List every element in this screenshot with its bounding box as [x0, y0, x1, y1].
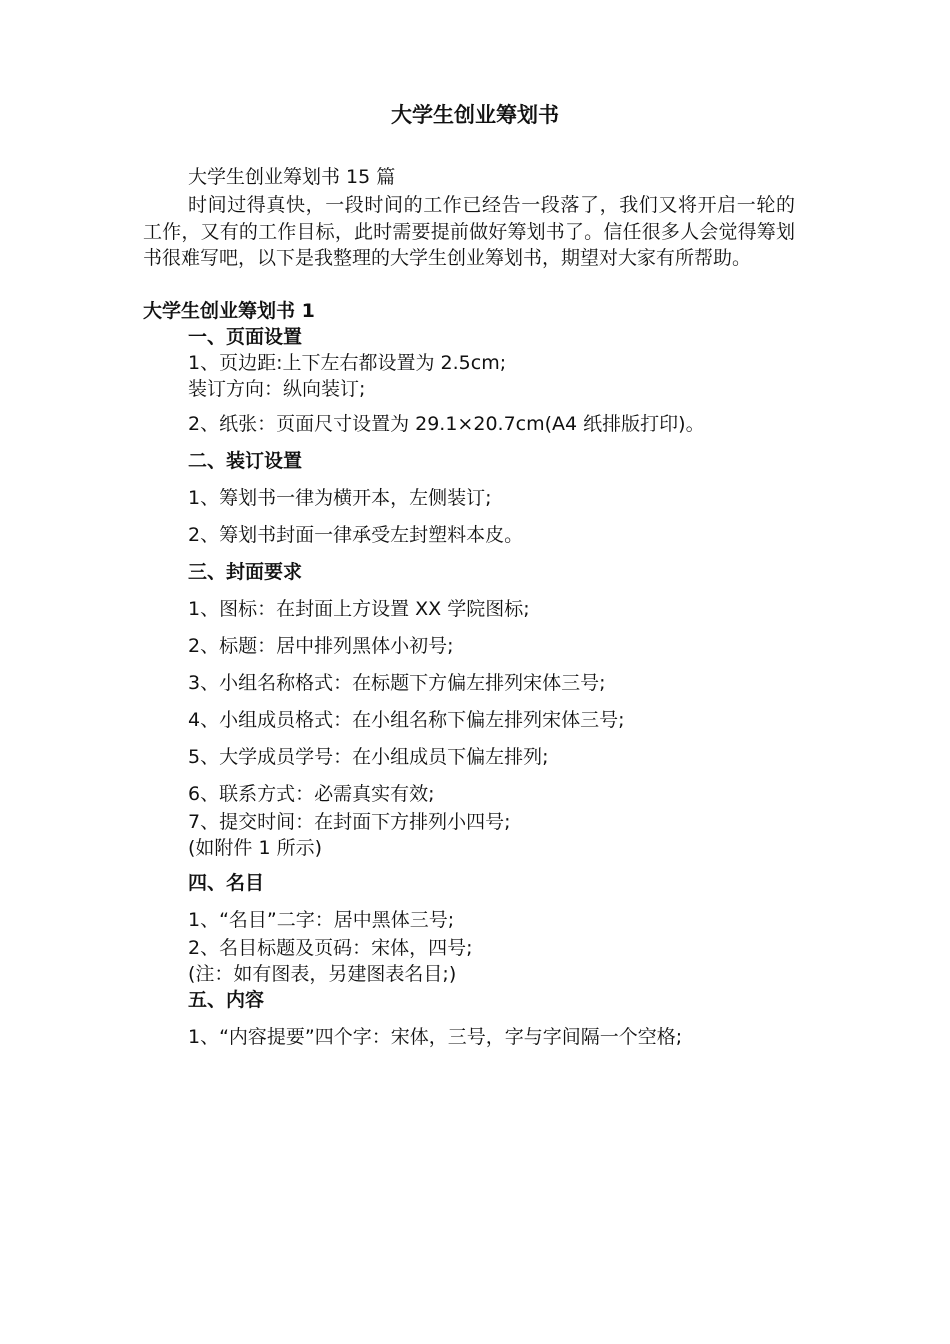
list-item: 1、筹划书一律为横开本，左侧装订;: [188, 487, 492, 509]
list-item: 2、名目标题及页码：宋体，四号;: [188, 937, 473, 959]
heading-page-settings: 一、页面设置: [188, 326, 303, 348]
intro-paragraph: 时间过得真快，一段时间的工作已经告一段落了，我们又将开启一轮的工作，又有的工作目标，此时需要提前做好筹划书了。信任很多人会觉得筹划书很难写吧，以下是我整理的大学生创业筹划书，期望对大家有所帮助。: [143, 194, 795, 269]
list-item: 4、小组成员格式：在小组名称下偏左排列宋体三号;: [188, 709, 625, 731]
list-item: 装订方向：纵向装订;: [188, 378, 366, 400]
document-title: 大学生创业筹划书: [391, 103, 559, 127]
list-item: 7、提交时间：在封面下方排列小四号;: [188, 811, 511, 833]
heading-cover-requirements: 三、封面要求: [188, 561, 303, 583]
document-subtitle: 大学生创业筹划书 15 篇: [188, 166, 396, 188]
list-item: 2、纸张：页面尺寸设置为 29.1×20.7cm(A4 纸排版打印)。: [188, 413, 705, 435]
list-item: (如附件 1 所示): [188, 837, 322, 859]
list-item: 1、“内容提要”四个字：宋体，三号，字与字间隔一个空格;: [188, 1026, 683, 1048]
list-item: 3、小组名称格式：在标题下方偏左排列宋体三号;: [188, 672, 606, 694]
heading-table-of-contents: 四、名目: [188, 872, 265, 894]
list-item: 1、“名目”二字：居中黑体三号;: [188, 909, 455, 931]
list-item: 5、大学成员学号：在小组成员下偏左排列;: [188, 746, 549, 768]
list-item: 1、图标：在封面上方设置 XX 学院图标;: [188, 598, 530, 620]
heading-binding-settings: 二、装订设置: [188, 450, 303, 472]
section-title: 大学生创业筹划书 1: [143, 300, 315, 322]
list-item: 2、标题：居中排列黑体小初号;: [188, 635, 454, 657]
list-item: 1、页边距:上下左右都设置为 2.5cm;: [188, 352, 507, 374]
heading-content: 五、内容: [188, 989, 265, 1011]
list-item: (注：如有图表，另建图表名目;): [188, 963, 457, 985]
list-item: 2、筹划书封面一律承受左封塑料本皮。: [188, 524, 524, 546]
list-item: 6、联系方式：必需真实有效;: [188, 783, 435, 805]
